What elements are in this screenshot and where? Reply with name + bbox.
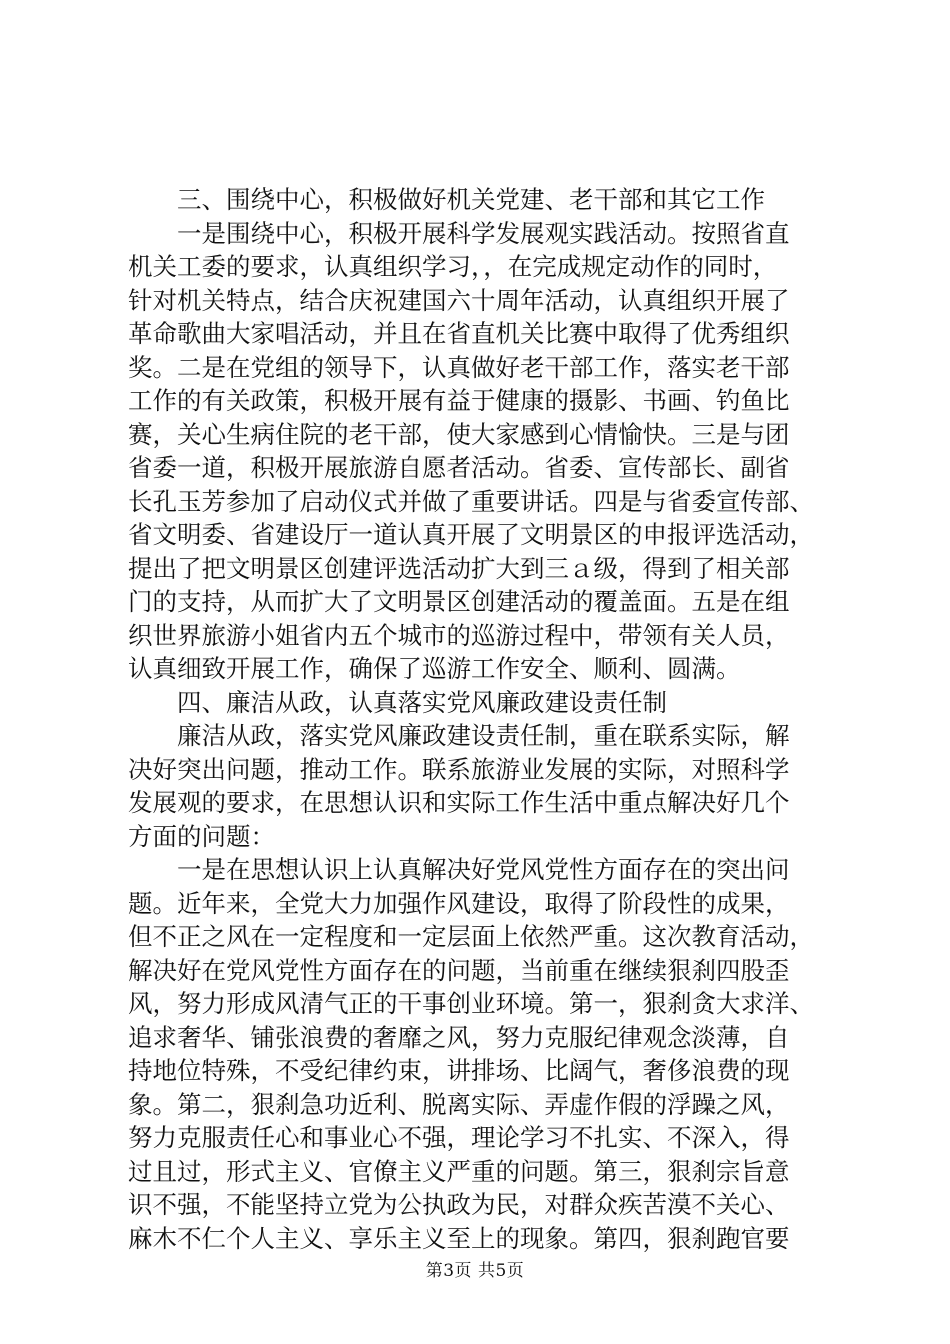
text-line: 认真细致开展工作，确保了巡游工作安全、顺利、圆满。	[128, 654, 741, 683]
text-line: 但不正之风在一定程度和一定层面上依然严重。这次教育活动，	[128, 922, 814, 951]
text-line: 麻木不仁个人主义、享乐主义至上的现象。第四，狠刹跑官要	[128, 1223, 790, 1253]
text-line: 工作的有关政策，积极开展有益于健康的摄影、书画、钓鱼比	[128, 386, 790, 415]
text-line: 奖。二是在党组的领导下，认真做好老干部工作，落实老干部	[128, 352, 790, 382]
text-line: 四、廉洁从政，认真落实党风廉政建设责任制	[128, 687, 667, 717]
text-line: 决好突出问题，推动工作。联系旅游业发展的实际，对照科学	[128, 754, 790, 784]
text-line: 赛，关心生病住院的老干部，使大家感到心情愉快。三是与团	[128, 419, 790, 449]
text-line: 解决好在党风党性方面存在的问题，当前重在继续狠刹四股歪	[128, 955, 790, 985]
page-footer: 第3页 共5页	[425, 1261, 525, 1281]
text-line: 门的支持，从而扩大了文明景区创建活动的覆盖面。五是在组	[128, 587, 790, 616]
text-line: 追求奢华、铺张浪费的奢靡之风，努力克服纪律观念淡薄，自	[128, 1022, 790, 1052]
text-line: 提出了把文明景区创建评选活动扩大到三ａ级，得到了相关部	[128, 553, 790, 583]
text-line: 廉洁从政，落实党风廉政建设责任制，重在联系实际，解	[128, 721, 790, 750]
text-line: 针对机关特点，结合庆祝建国六十周年活动，认真组织开展了	[128, 285, 790, 315]
text-line: 一是在思想认识上认真解决好党风党性方面存在的突出问	[128, 855, 790, 884]
text-line: 省文明委、省建设厅一道认真开展了文明景区的申报评选活动，	[128, 520, 814, 549]
text-line: 识不强，不能坚持立党为公执政为民，对群众疾苦漠不关心、	[128, 1190, 790, 1219]
text-line: 持地位特殊，不受纪律约束，讲排场、比阔气，奢侈浪费的现	[128, 1056, 790, 1085]
body-text	[128, 183, 834, 1255]
text-line: 题。近年来，全党大力加强作风建设，取得了阶段性的成果，	[128, 888, 790, 918]
text-line: 织世界旅游小姐省内五个城市的巡游过程中，带领有关人员，	[128, 620, 790, 650]
text-line: 发展观的要求，在思想认识和实际工作生活中重点解决好几个	[128, 788, 790, 817]
text-line: 努力克服责任心和事业心不强，理论学习不扎实、不深入，得	[128, 1123, 790, 1152]
text-line: 机关工委的要求，认真组织学习，，在完成规定动作的同时，	[128, 252, 778, 281]
text-line: 一是围绕中心，积极开展科学发展观实践活动。按照省直	[128, 218, 790, 248]
text-line: 革命歌曲大家唱活动，并且在省直机关比赛中取得了优秀组织	[128, 319, 790, 348]
text-line: 长孔玉芳参加了启动仪式并做了重要讲话。四是与省委宣传部、	[128, 486, 814, 516]
text-line: 过且过，形式主义、官僚主义严重的问题。第三，狠刹宗旨意	[128, 1156, 790, 1186]
text-line: 方面的问题：	[128, 821, 275, 851]
text-line: 三、围绕中心，积极做好机关党建、老干部和其它工作	[128, 185, 765, 214]
text-line: 省委一道，积极开展旅游自愿者活动。省委、宣传部长、副省	[128, 453, 790, 482]
text-line: 风，努力形成风清气正的干事创业环境。第一，狠刹贪大求洋、	[128, 989, 814, 1018]
text-line: 象。第二，狠刹急功近利、脱离实际、弄虚作假的浮躁之风，	[128, 1089, 790, 1119]
